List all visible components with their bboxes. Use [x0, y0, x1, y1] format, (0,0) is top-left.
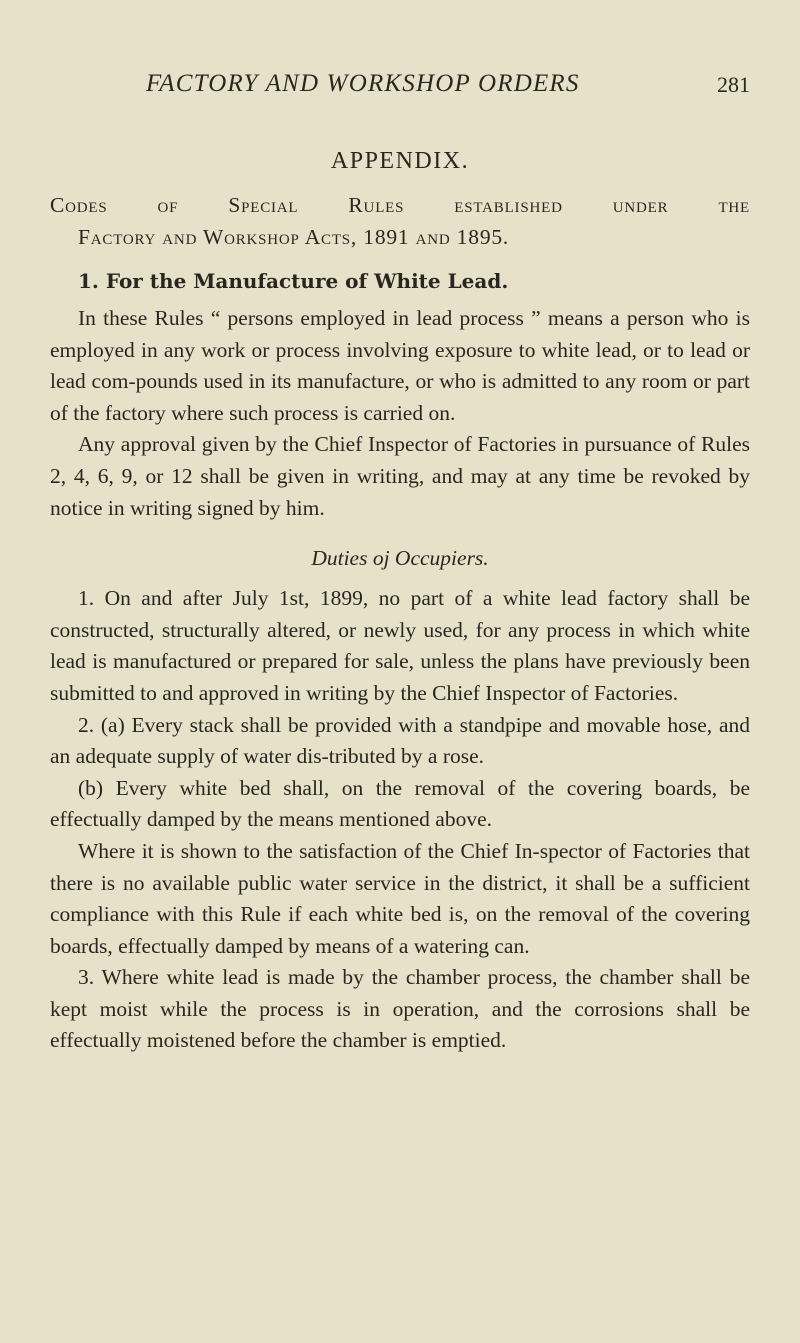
intro-paragraph-2: Any approval given by the Chief Inspector of Factories in pursuance of Rules 2, 4, 6, 9, or 12 shall be given in writing, and may at any time be revoked by notice in writing signed by him.: [50, 432, 750, 520]
rule-paragraph-2-proviso: Where it is shown to the satisfaction of the Chief In-spector of Factories that there is no available public water service in the district, it shall be a sufficient compliance with this Rule if each white bed is, on the removal of the covering boards, effectually damped by means of a watering can.: [50, 838, 750, 958]
codes-heading: [50, 189, 750, 253]
rule-paragraph-2b: (b) Every white bed shall, on the removal of the covering boards, be effectually damped by the means mentioned above.: [50, 775, 750, 832]
rule-paragraph-3: 3. Where white lead is made by the chamber process, the chamber shall be kept moist while the process is in operation, and the corrosions shall be effectually moistened before the chamber is emptied.: [50, 965, 750, 1053]
codes-heading-line1: Codes of Special Rules established under the: [50, 193, 750, 217]
book-page: [50, 70, 750, 1057]
rule-paragraph-2a: 2. (a) Every stack shall be provided with a standpipe and movable hose, and an adequate supply of water dis-tributed by a rose.: [50, 712, 750, 769]
appendix-title: APPENDIX.: [330, 148, 470, 174]
duties-heading: Duties oj Occupiers.: [311, 546, 489, 571]
running-title: FACTORY AND WORKSHOP ORDERS: [146, 70, 580, 97]
intro-paragraph-1: In these Rules “ persons employed in lead process ” means a person who is employed in any work or process involving exposure to white lead, or to lead or lead com-pounds used in its manufacture, or who is admitted to any room or part of the factory where such process is carried on.: [50, 306, 750, 425]
page-number: 281: [717, 72, 750, 97]
rule-paragraph-1: 1. On and after July 1st, 1899, no part of a white lead factory shall be constructed, structurally altered, or newly used, for any process in which white lead is manufactured or prepared for sale, unless the plans have previously been submitted to and approved in writing by the Chief Inspector of Factories.: [50, 586, 750, 705]
section-heading: 1. For the Manufacture of White Lead.: [78, 269, 509, 293]
codes-heading-line2: Factory and Workshop Acts, 1891 and 1895.: [78, 225, 510, 249]
running-head: [50, 70, 750, 110]
